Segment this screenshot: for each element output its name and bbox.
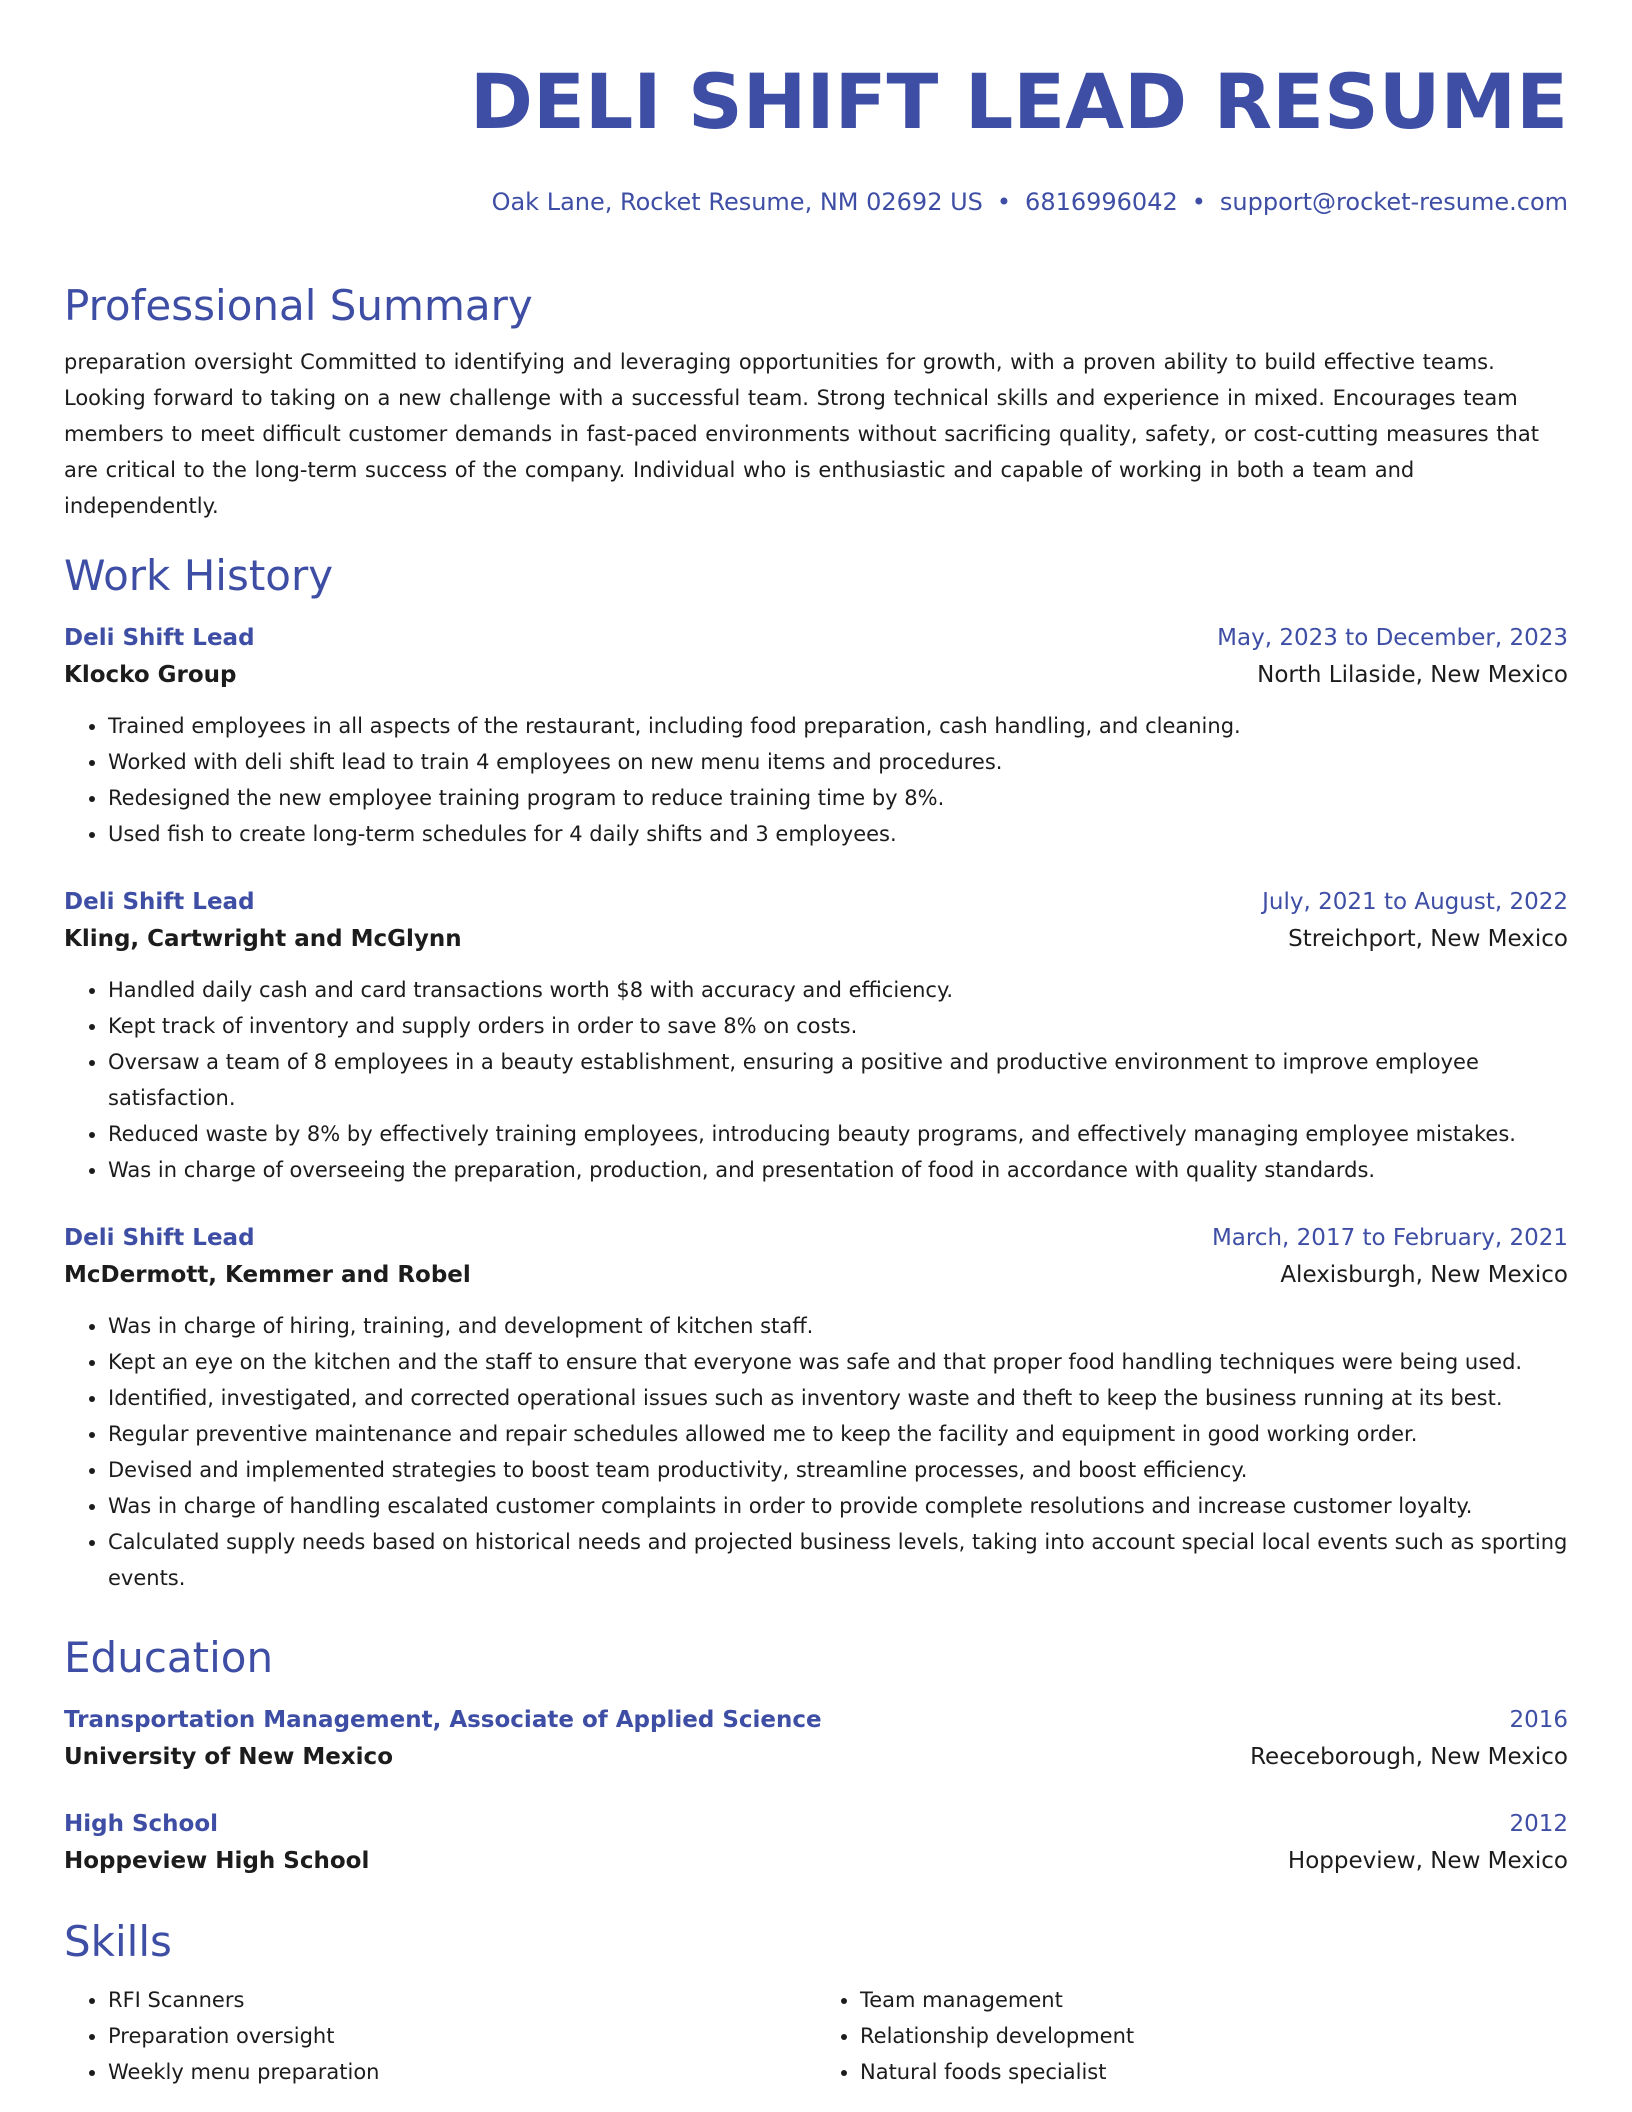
education-degree: Transportation Management, Associate of Applied Science xyxy=(64,1707,822,1733)
skill-item: • Weekly menu preparation xyxy=(108,2054,816,2090)
job-dates: July, 2021 to August, 2022 xyxy=(1262,889,1568,915)
education-degree: High School xyxy=(64,1811,219,1837)
education-year: 2012 xyxy=(1509,1811,1568,1837)
job-entry xyxy=(64,1220,1568,1596)
job-bullet: • Regular preventive maintenance and repair schedules allowed me to keep the facility and equipment in good working order. xyxy=(108,1416,1568,1452)
job-bullet: • Kept an eye on the kitchen and the staff to ensure that everyone was safe and that proper food handling techniques were being used. xyxy=(108,1344,1568,1380)
skill-item: • Relationship development xyxy=(860,2018,1568,2054)
job-bullet: • Reduced waste by 8% by effectively training employees, introducing beauty programs, and effectively managing employee mistakes. xyxy=(108,1116,1568,1152)
job-bullet: • Was in charge of hiring, training, and development of kitchen staff. xyxy=(108,1308,1568,1344)
job-location: Streichport, New Mexico xyxy=(1288,926,1568,952)
job-bullet: • Redesigned the new employee training program to reduce training time by 8%. xyxy=(108,780,1568,816)
work-history-heading: Work History xyxy=(64,551,334,600)
job-bullet: • Worked with deli shift lead to train 4 employees on new menu items and procedures. xyxy=(108,744,1568,780)
job-bullet: • Used fish to create long-term schedules for 4 daily shifts and 3 employees. xyxy=(108,816,1568,852)
summary-heading: Professional Summary xyxy=(64,281,533,330)
contact-line xyxy=(64,186,1568,218)
job-bullet: • Calculated supply needs based on historical needs and projected business levels, taking into account special local events such as sporting events. xyxy=(108,1524,1568,1596)
education-entry xyxy=(64,1702,1568,1776)
skill-item: • Team management xyxy=(860,1982,1568,2018)
skills-column-left xyxy=(64,1982,816,2090)
contact-separator: • xyxy=(1191,188,1206,216)
resume-title: DELI SHIFT LEAD RESUME xyxy=(469,57,1568,146)
education-heading: Education xyxy=(64,1633,274,1682)
education-school: University of New Mexico xyxy=(64,1744,393,1770)
job-bullet: • Was in charge of overseeing the preparation, production, and presentation of food in accordance with quality standards. xyxy=(108,1152,1568,1188)
skills-list xyxy=(64,1982,1568,2090)
job-location: Alexisburgh, New Mexico xyxy=(1280,1262,1568,1288)
job-bullets xyxy=(64,708,1568,852)
contact-address: Oak Lane, Rocket Resume, NM 02692 US xyxy=(491,188,983,216)
education-location: Reeceborough, New Mexico xyxy=(1250,1744,1568,1770)
job-dates: March, 2017 to February, 2021 xyxy=(1211,1225,1568,1251)
job-bullet: • Trained employees in all aspects of the restaurant, including food preparation, cash handling, and cleaning. xyxy=(108,708,1568,744)
job-company: McDermott, Kemmer and Robel xyxy=(64,1262,471,1288)
job-role: Deli Shift Lead xyxy=(64,625,255,651)
job-bullet: • Devised and implemented strategies to boost team productivity, streamline processes, and boost efficiency. xyxy=(108,1452,1568,1488)
skill-item: • RFI Scanners xyxy=(108,1982,816,2018)
job-company: Kling, Cartwright and McGlynn xyxy=(64,926,462,952)
education-location: Hoppeview, New Mexico xyxy=(1287,1848,1568,1874)
skill-item: • Preparation oversight xyxy=(108,2018,816,2054)
skills-column-right xyxy=(816,1982,1568,2090)
job-location: North Lilaside, New Mexico xyxy=(1257,662,1568,688)
education-school: Hoppeview High School xyxy=(64,1848,370,1874)
job-bullet: • Kept track of inventory and supply orders in order to save 8% on costs. xyxy=(108,1008,1568,1044)
skills-heading: Skills xyxy=(64,1917,172,1966)
summary-text: preparation oversight Committed to identifying and leveraging opportunities for growth, with a proven ability to build effective teams. Looking forward to taking on a new challenge with a successful team. Strong technical skills and experience in mixed. Encourages team members to meet difficult customer demands in fast-paced environments without sacrificing quality, safety, or cost-cutting measures that are critical to the long-term success of the company. Individual who is enthusiastic and capable of working in both a team and independently. xyxy=(64,350,1539,518)
job-bullet: • Identified, investigated, and corrected operational issues such as inventory waste and theft to keep the business running at its best. xyxy=(108,1380,1568,1416)
job-bullet: • Oversaw a team of 8 employees in a beauty establishment, ensuring a positive and productive environment to improve employee satisfaction. xyxy=(108,1044,1568,1116)
job-bullets xyxy=(64,972,1568,1188)
job-entry xyxy=(64,620,1568,852)
contact-phone: 6816996042 xyxy=(1025,188,1178,216)
job-bullet: • Handled daily cash and card transactions worth $8 with accuracy and efficiency. xyxy=(108,972,1568,1008)
job-dates: May, 2023 to December, 2023 xyxy=(1217,625,1568,651)
job-entry xyxy=(64,884,1568,1188)
education-year: 2016 xyxy=(1509,1707,1568,1733)
education-entry xyxy=(64,1806,1568,1880)
skill-item: • Natural foods specialist xyxy=(860,2054,1568,2090)
job-company: Klocko Group xyxy=(64,662,237,688)
contact-separator: • xyxy=(996,188,1012,216)
job-bullets xyxy=(64,1308,1568,1596)
job-bullet: • Was in charge of handling escalated customer complaints in order to provide complete resolutions and increase customer loyalty. xyxy=(108,1488,1568,1524)
contact-email: support@rocket-resume.com xyxy=(1219,188,1568,216)
job-role: Deli Shift Lead xyxy=(64,1225,255,1251)
job-role: Deli Shift Lead xyxy=(64,889,255,915)
